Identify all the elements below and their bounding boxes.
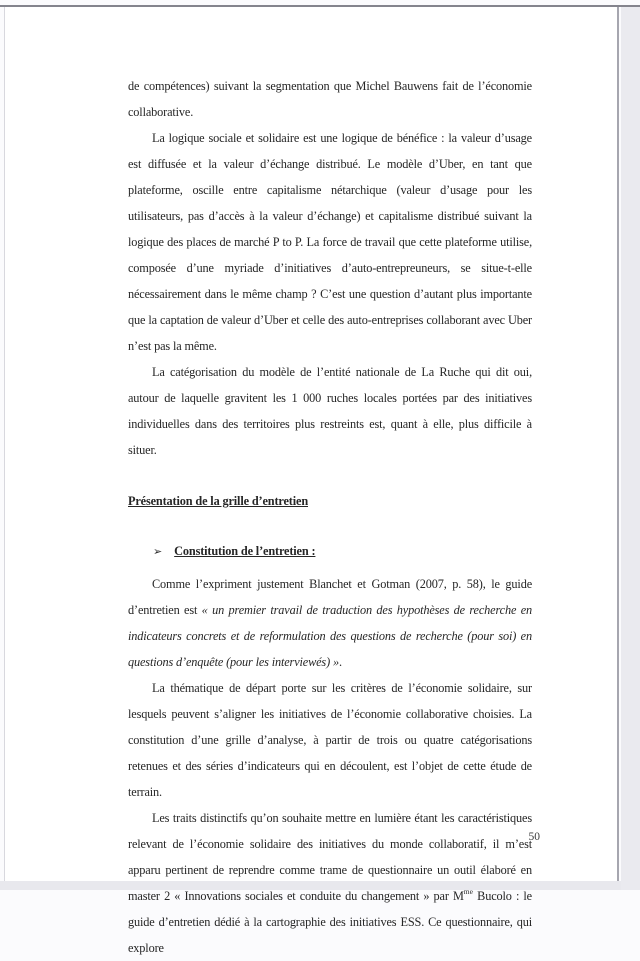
bullet-heading bbox=[128, 538, 532, 565]
paragraph-blanchet-gotman bbox=[128, 571, 532, 675]
section-heading bbox=[128, 488, 532, 514]
viewer-background-right bbox=[621, 7, 640, 890]
paragraph-logique-sociale: La logique sociale et solidaire est une logique de bénéfice : la valeur d’usage est diffusée et la valeur d’échange distribué. Le modèle d’Uber, en tant que plateforme, oscille entre capitalisme nétarchique (valeur d’usage pour les utilisateurs, pas d’accès à la valeur d’échange) et capitalisme distribué suivant la logique des places de marché P to P. La force de travail que cette plateforme utilise, composée d’une myriade d’initiatives d’auto-entrepreuneurs, se situe-t-elle nécessairement dans le même champ ? C’est une question d’autant plus importante que la captation de valeur d’Uber et celle des auto-entreprises collaborant avec Uber n’est pas la même. bbox=[128, 131, 532, 353]
quote-end-punctuation: . bbox=[338, 655, 342, 669]
text-block bbox=[128, 73, 532, 961]
paragraph-thematique: La thématique de départ porte sur les critères de l’économie solidaire, sur lesquels peuvent s’aligner les initiatives de l’économie collaborative choisies. La constitution d’une grille d’analyse, à partir de trois ou quatre catégorisations retenues et des séries d’indicateurs qui en découlent, est l’objet de cette étude de terrain. bbox=[128, 681, 532, 799]
quote-italic-text: « un premier travail de traduction des hypothèses de recherche en indicateurs concrets et de reformulation des questions de recherche (pour soi) en questions d’enquête (pour les interviewés) » bbox=[128, 603, 532, 669]
document-page bbox=[4, 7, 619, 955]
page-number: 50 bbox=[528, 831, 540, 843]
paragraph-categorisation: La catégorisation du modèle de l’entité nationale de La Ruche qui dit oui, autour de laquelle gravitent les 1 000 ruches locales portées par des initiatives individuelles dans des territoires plus restreints est, quant à elle, plus difficile à situer. bbox=[128, 365, 532, 457]
section-heading-label: Présentation de la grille d’entretien bbox=[128, 494, 309, 508]
traits-text-end: Bucolo : le guide d’entretien dédié à la cartographie des initiatives ESS. Ce questionnaire, qui explore bbox=[128, 889, 532, 955]
bullet-heading-label: Constitution de l’entretien : bbox=[174, 544, 316, 558]
quote-lead-text: Comme l’expriment justement Blanchet et Gotman (2007, p. 58), le guide d’entretien est bbox=[128, 577, 532, 617]
traits-text-start: Les traits distinctifs qu’on souhaite mettre en lumière étant les caractéristiques relevant de l’économie solidaire des initiatives du monde collaboratif, il m’est apparu pertinent de reprendre comme trame de questionnaire un outil élaboré en master 2 « Innovations sociales et conduite du changement » par M bbox=[128, 811, 532, 903]
paragraph-continuation: de compétences) suivant la segmentation que Michel Bauwens fait de l’économie collaborative. bbox=[128, 79, 532, 119]
superscript-me: me bbox=[463, 887, 473, 896]
top-border-line bbox=[0, 5, 640, 7]
paragraph-traits-distinctifs bbox=[128, 805, 532, 961]
arrow-bullet-icon: ➢ bbox=[153, 545, 163, 558]
